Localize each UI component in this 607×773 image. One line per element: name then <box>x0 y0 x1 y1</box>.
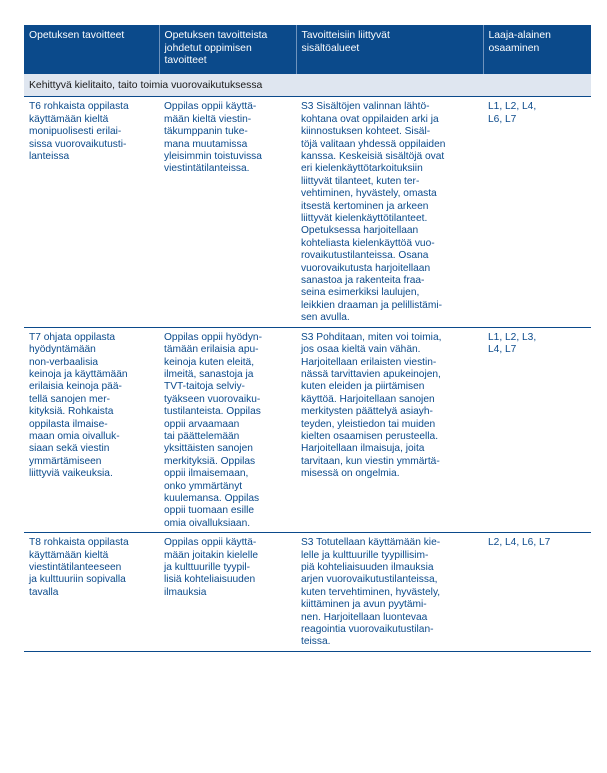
header-content-areas: Tavoitteisiin liittyvät sisältöalueet <box>296 25 483 74</box>
learning-goal-cell: Oppilas oppii käyttä- mään joitakin kielelle ja kulttuurille tyypil- lisiä kohteliaisuuden ilmauksia <box>159 533 296 652</box>
goal-cell: T8 rohkaista oppilasta käyttämään kieltä viestintätilanteeseen ja kulttuuriin sopivalla tavalla <box>24 533 159 652</box>
section-title: Kehittyvä kielitaito, taito toimia vuorovaikutuksessa <box>24 74 591 97</box>
competence-cell: L1, L2, L4, L6, L7 <box>483 97 591 327</box>
learning-goal-cell: Oppilas oppii käyttä- mään kieltä viestin- täkumppanin tuke- mana muutamissa yleisimmin toistuvissa viestintätilanteissa. <box>159 97 296 327</box>
goal-cell: T7 ohjata oppilasta hyödyntämään non-verbaalisia keinoja ja käyttämään erilaisia keinoja pää- tellä sanojen mer- kityksiä. Rohkaista oppilasta ilmaise- maan omia oivalluk- siaan sekä viestin ymmärtämiseen liittyviä vaikeuksia. <box>24 327 159 533</box>
content-cell: S3 Totutellaan käyttämään kie- lelle ja kulttuurille tyypillisim- piä kohteliaisuuden ilmauksia arjen vuorovaikutustilanteissa, kuten tervehtiminen, hyvästely, kiittäminen ja avun pyytämi- nen. Harjoitellaan luontevaa reagointia vuorovaikutustilan- teissa. <box>296 533 483 652</box>
competence-cell: L2, L4, L6, L7 <box>483 533 591 652</box>
goal-cell: T6 rohkaista oppilasta käyttämään kieltä monipuolisesti erilai- sissa vuorovaikutusti- lanteissa <box>24 97 159 327</box>
table-row <box>24 97 591 327</box>
table-row <box>24 533 591 652</box>
section-row <box>24 74 591 97</box>
header-goals: Opetuksen tavoitteet <box>24 25 159 74</box>
header-competence: Laaja-alainen osaaminen <box>483 25 591 74</box>
content-cell: S3 Sisältöjen valinnan lähtö- kohtana ovat oppilaiden arki ja kiinnostuksen kohteet. Sisäl- töjä valitaan yhdessä oppilaiden kanssa. Keskeisiä sisältöjä ovat eri kielenkäyttötarkoituksiin liittyvät tilanteet, kuten ter- vehtiminen, hyvästely, omasta itsestä kertominen ja arkeen liittyvät kielenkäyttötilanteet. Opetuksessa harjoitellaan kohteliasta kielenkäyttöä vuo- rovaikutustilanteissa. Osana vuorovaikutusta harjoitellaan sanastoa ja rakenteita fraa- seina esimerkiksi laulujen, leikkien draaman ja pelillistämi- sen avulla. <box>296 97 483 327</box>
table-row <box>24 327 591 533</box>
learning-goal-cell: Oppilas oppii hyödyn- tämään erilaisia apu- keinoja kuten eleitä, ilmeitä, sanastoja ja TVT-taitoja selviy- tyäkseen vuorovaiku- tustilanteista. Oppilas oppii arvaamaan tai päättelemään yksittäisten sanojen merkityksiä. Oppilas oppii ilmaisemaan, onko ymmärtänyt kuulemansa. Oppilas oppii tuomaan esille omia oivalluksiaan. <box>159 327 296 533</box>
curriculum-table <box>24 25 591 652</box>
header-row <box>24 25 591 74</box>
content-cell: S3 Pohditaan, miten voi toimia, jos osaa kieltä vain vähän. Harjoitellaan erilaisten viestin- nässä tarvittavien apukeinojen, kuten eleiden ja piirtämisen käyttöä. Harjoitellaan sanojen merkitysten päättelyä asiayh- teyden, yleistiedon tai muiden kielten osaamisen perusteella. Harjoitellaan ilmaisuja, joita tarvitaan, kun viestin ymmärtä- misessä on ongelmia. <box>296 327 483 533</box>
competence-cell: L1, L2, L3, L4, L7 <box>483 327 591 533</box>
header-learning-goals: Opetuksen tavoitteista johdetut oppimisen tavoitteet <box>159 25 296 74</box>
